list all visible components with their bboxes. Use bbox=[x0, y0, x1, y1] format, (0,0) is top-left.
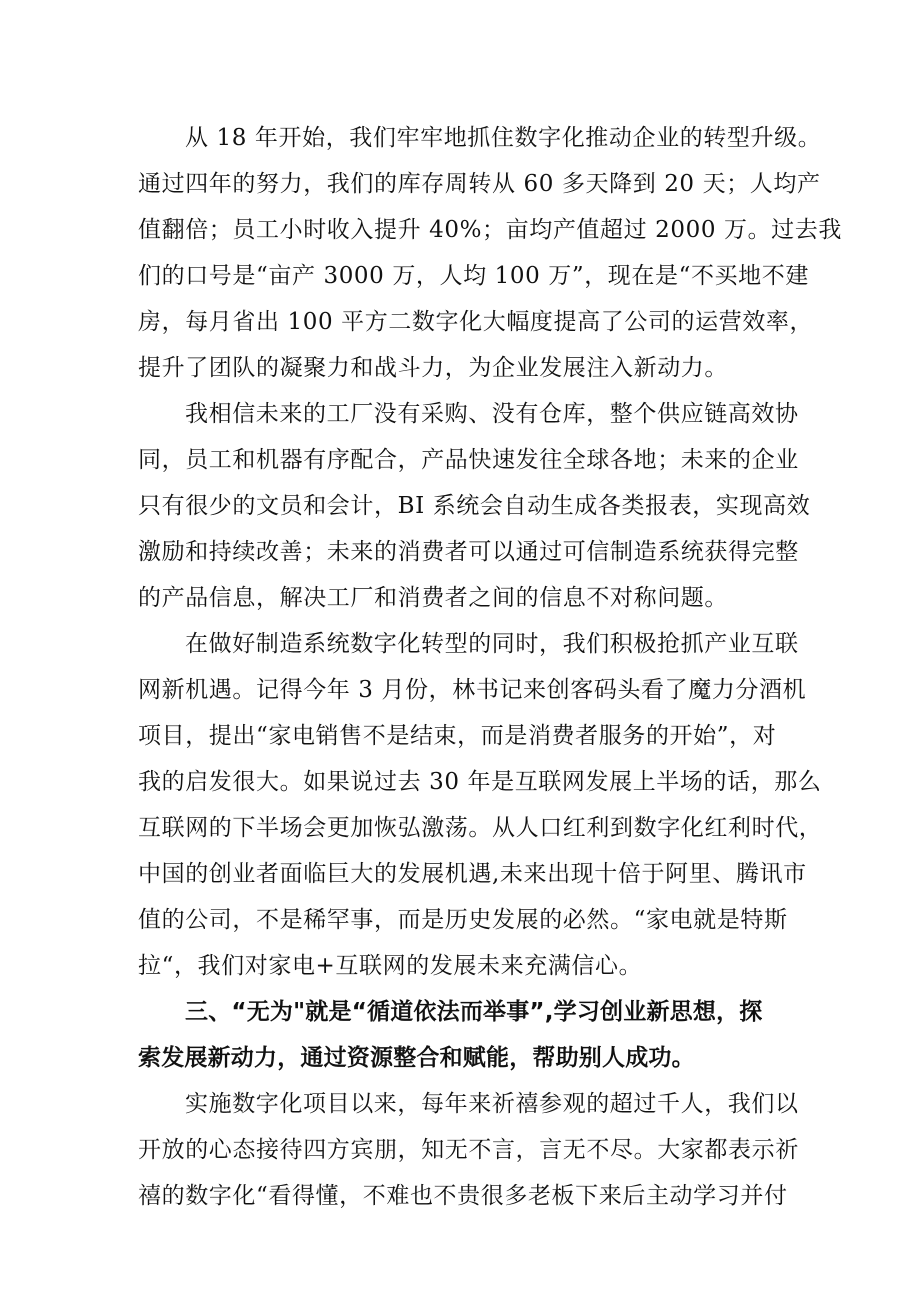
p1-line-4: 们的口号是“亩产 3000 万，人均 100 万”，现在是“不买地不建 bbox=[138, 263, 809, 289]
p1-line-2: 通过四年的努力，我们的库存周转从 60 多天降到 20 天；人均产 bbox=[138, 171, 821, 197]
p1-line-5: 房，每月省出 100 平方二数字化大幅度提高了公司的运营效率， bbox=[138, 309, 814, 335]
p5-line-1: 实施数字化项目以来，每年来祈禧参观的超过千人，我们以 bbox=[185, 1091, 799, 1117]
p3-line-1: 在做好制造系统数字化转型的同时，我们积极抢抓产业互联 bbox=[185, 631, 799, 657]
p2-line-4: 激励和持续改善；未来的消费者可以通过可信制造系统获得完整 bbox=[138, 539, 799, 565]
p1-line-1: 从 18 年开始，我们牢牢地抓住数字化推动企业的转型升级。 bbox=[185, 125, 822, 151]
p3-line-2: 网新机遇。记得今年 3 月份，林书记来创客码头看了魔力分酒机 bbox=[138, 677, 807, 703]
p5-line-2: 开放的心态接待四方宾朋，知无不言，言无不尽。大家都表示祈 bbox=[138, 1137, 799, 1163]
p3-line-6: 中国的创业者面临巨大的发展机遇,未来出现十倍于阿里、腾讯市 bbox=[138, 861, 807, 887]
p1-line-3: 值翻倍；员工小时收入提升 40%；亩均产值超过 2000 万。过去我 bbox=[138, 217, 842, 243]
p3-line-4: 我的启发很大。如果说过去 30 年是互联网发展上半场的话，那么 bbox=[138, 769, 822, 795]
p3-line-7: 值的公司，不是稀罕事，而是历史发展的必然。“家电就是特斯 bbox=[138, 907, 788, 933]
p3-line-3: 项目，提出“家电销售不是结束，而是消费者服务的开始”，对 bbox=[138, 723, 777, 749]
p2-line-3: 只有很少的文员和会计，BI 系统会自动生成各类报表，实现高效 bbox=[138, 493, 811, 519]
p5-line-3: 禧的数字化“看得懂，不难也不贵很多老板下来后主动学习并付 bbox=[138, 1183, 788, 1209]
section-heading-line-1: 三、“无为"就是“循道依法而举事”,学习创业新思想，探 bbox=[185, 999, 763, 1025]
p2-line-1: 我相信未来的工厂没有采购、没有仓库，整个供应链高效协 bbox=[185, 401, 799, 427]
p3-line-8: 拉“，我们对家电+互联网的发展未来充满信心。 bbox=[138, 953, 643, 979]
section-heading-line-2: 索发展新动力，通过资源整合和赋能，帮助别人成功。 bbox=[138, 1045, 695, 1071]
p1-line-6: 提升了团队的凝聚力和战斗力，为企业发展注入新动力。 bbox=[138, 355, 728, 381]
p2-line-5: 的产品信息，解决工厂和消费者之间的信息不对称问题。 bbox=[138, 585, 728, 611]
p3-line-5: 互联网的下半场会更加恢弘激荡。从人口红利到数字化红利时代， bbox=[138, 815, 823, 841]
p2-line-2: 同，员工和机器有序配合，产品快速发往全球各地；未来的企业 bbox=[138, 447, 799, 473]
